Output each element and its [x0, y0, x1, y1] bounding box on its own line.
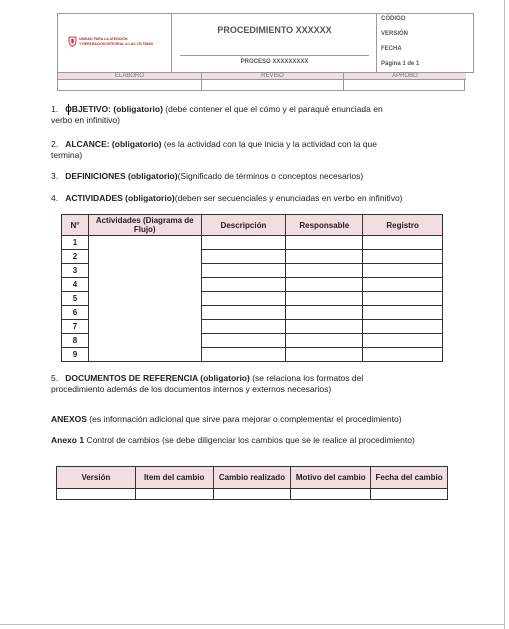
meta-pagina: Página 1 de 1 — [381, 61, 420, 67]
table-row: 9 — [62, 348, 443, 362]
table-row: 3 — [62, 264, 443, 278]
table-row: 6 — [62, 306, 443, 320]
meta-version: VERSIÓN — [381, 31, 409, 37]
signature-row — [57, 73, 465, 91]
table-row: 8 — [62, 334, 443, 348]
page-edge-bottom — [0, 624, 505, 625]
col-responsable: Responsable — [286, 215, 363, 236]
col-actividades: Actividades (Diagrama de Flujo) — [88, 215, 201, 236]
section-anexos: ANEXOS (es información adicional que sirve para mejorar o complementar el procedimiento) — [51, 414, 402, 424]
logo-text-line-2: Y REPARACIÓN INTEGRAL A LAS VÍCTIMAS — [79, 42, 154, 46]
title-cell — [172, 14, 377, 72]
title-divider — [180, 55, 369, 56]
shield-logo-icon — [68, 36, 77, 47]
meta-cell — [377, 14, 473, 72]
flow-diagram-cell[interactable] — [88, 236, 201, 362]
logo-cell — [58, 14, 172, 72]
section-actividades: 4. ACTIVIDADES (obligatorio)(deben ser secuenciales y enunciadas en verbo en infinitivo) — [51, 193, 403, 203]
col-cambio-realizado: Cambio realizado — [213, 467, 291, 489]
table-row: 4 — [62, 278, 443, 292]
change-header-row — [57, 467, 448, 489]
col-version: Versión — [57, 467, 136, 489]
page-edge-right — [504, 0, 505, 629]
document-header — [57, 13, 474, 73]
procedure-title: PROCEDIMIENTO XXXXXX — [217, 25, 332, 35]
logo-text-line-1: UNIDAD PARA LA ATENCIÓN — [79, 37, 128, 41]
section-documentos: 5. DOCUMENTOS DE REFERENCIA (obligatorio) (se relaciona los formatos del procedimiento además de los documentos internos y externos necesarios) — [51, 373, 364, 394]
col-item-cambio: Item del cambio — [135, 467, 213, 489]
section-anexo-1: Anexo 1 Control de cambios (se debe diligenciar los cambios que se le realice al procedimiento) — [51, 435, 415, 445]
table-row: 7 — [62, 320, 443, 334]
table-row: 1 — [62, 236, 443, 250]
section-objetivo: 1. OBJETIVO: (obligatorio) (debe contener el que el cómo y el paraqué enunciada en verbo en infinitivo) — [51, 104, 383, 125]
col-descripcion: Descripción — [201, 215, 286, 236]
table-row — [57, 489, 448, 500]
signature-elaboro: ELABORO — [58, 73, 202, 90]
process-name: PROCESO XXXXXXXXX — [240, 59, 309, 65]
section-definiciones: 3. DEFINICIONES (obligatorio)(Significado de términos o conceptos necesarios) — [51, 171, 364, 181]
table-row: 2 — [62, 250, 443, 264]
signature-aprobo: APROBO — [344, 73, 466, 90]
activities-table — [61, 214, 443, 362]
col-motivo-cambio: Motivo del cambio — [291, 467, 371, 489]
change-control-table — [56, 466, 448, 500]
col-registro: Registro — [363, 215, 443, 236]
col-fecha-cambio: Fecha del cambio — [371, 467, 448, 489]
meta-fecha: FECHA — [381, 46, 402, 52]
table-row: 5 — [62, 292, 443, 306]
meta-codigo: CÓDIGO — [381, 16, 406, 22]
activities-header-row — [62, 215, 443, 236]
col-numero: N° — [62, 215, 89, 236]
signature-reviso: REVISO — [202, 73, 344, 90]
section-alcance: 2. ALCANCE: (obligatorio) (es la actividad con la que inicia y la actividad con la que termina) — [51, 139, 377, 160]
